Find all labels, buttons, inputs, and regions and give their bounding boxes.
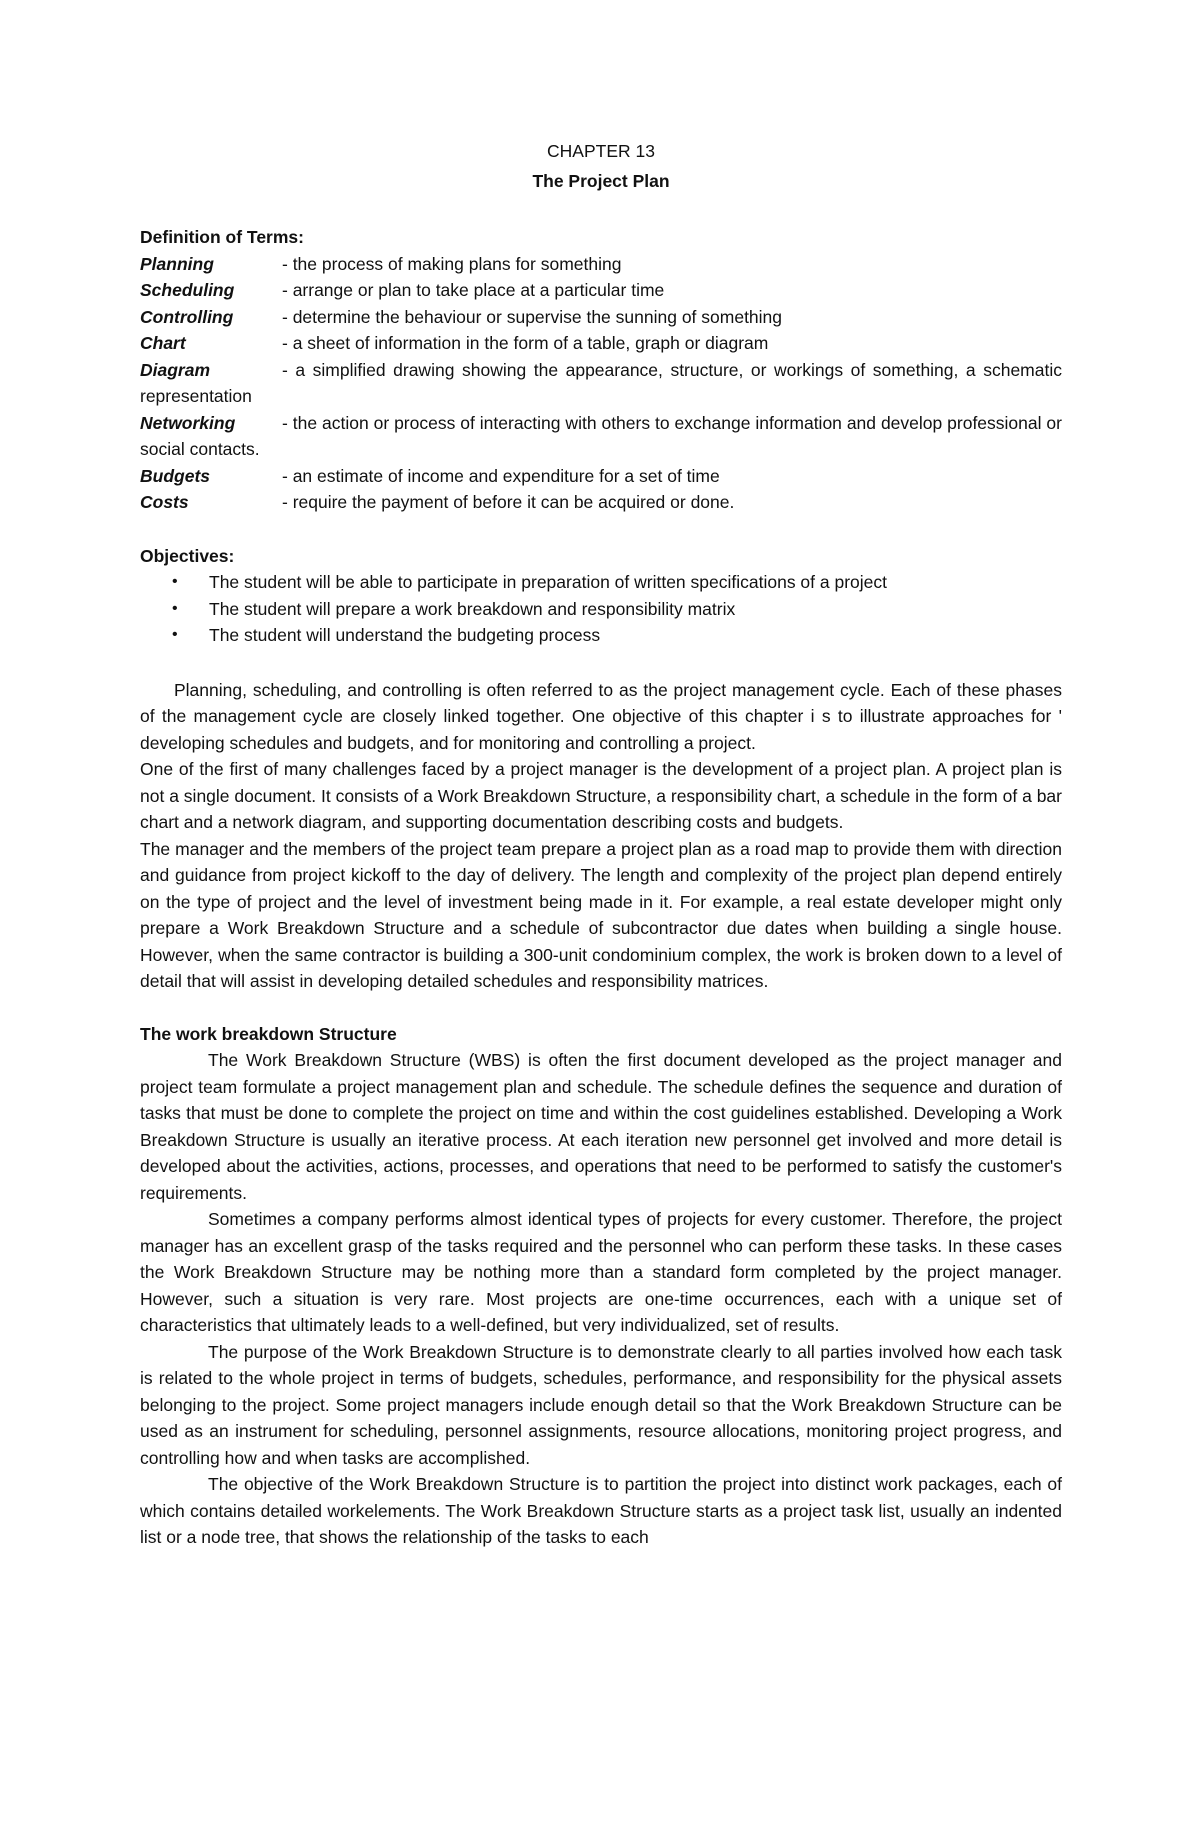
definition-item [140,463,1062,490]
body-paragraph: The purpose of the Work Breakdown Structure is to demonstrate clearly to all parties involved how each task is related to the whole project in terms of budgets, schedules, performance, and responsibility for the physical assets belonging to the project. Some project managers include enough detail so that the Work Breakdown Structure can be used as an instrument for scheduling, personnel assignments, resource allocations, monitoring project progress, and controlling how and when tasks are accomplished. [140,1341,1062,1468]
definition-item [140,330,1062,357]
definition-text: - an estimate of income and expenditure for a set of time [282,465,720,486]
bullet-icon: • [172,626,178,643]
definition-term: Scheduling [140,280,235,300]
bullet-icon: • [172,573,178,590]
definition-text: - arrange or plan to take place at a particular time [282,280,665,300]
definition-text: - require the payment of before it can be acquired or done. [282,492,735,512]
list-item [140,596,1062,623]
definition-item [140,410,1062,463]
objective-text: The student will prepare a work breakdown and responsibility matrix [209,598,736,619]
body-paragraph: Planning, scheduling, and controlling is often referred to as the project management cycle. Each of these phases of the management cycle are closely linked together. One objective of this chapter i s to illustrate approaches for ' developing schedules and budgets, and for monitoring and controlling a project. [140,679,1062,753]
objective-text: The student will understand the budgeting process [209,625,601,645]
page-title: The Project Plan [532,171,670,191]
definition-term: Costs [140,492,189,512]
objective-text: The student will be able to participate in preparation of written specifications of a project [209,572,888,592]
body-paragraph: The Work Breakdown Structure (WBS) is often the first document developed as the project manager and project team formulate a project management plan and schedule. The schedule defines the sequence and duration of tasks that must be done to complete the project on time and within the cost guidelines established. Developing a Work Breakdown Structure is usually an iterative process. At each iteration new personnel get involved and more detail is developed about the activities, actions, processes, and operations that need to be performed to satisfy the customer's requirements. [140,1050,1062,1203]
definitions-heading: Definition of Terms: [140,227,304,247]
document-page [140,138,1062,1551]
section-spacer [140,995,1062,1021]
bullet-icon: • [172,599,178,617]
definition-item [140,489,1062,516]
chapter-label: CHAPTER 13 [547,141,655,161]
list-item [140,622,1062,649]
body-paragraph: Sometimes a company performs almost identical types of projects for every customer. Therefore, the project manager has an excellent grasp of the tasks required and the personnel who can perform these tasks. In these cases the Work Breakdown Structure may be nothing more than a standard form completed by the project manager. However, such a situation is very rare. Most projects are one-time occurrences, each with a unique set of characteristics that ultimately leads to a well-defined, but very individualized, set of results. [140,1209,1062,1335]
definitions-list [140,251,1062,516]
definition-term: Controlling [140,306,234,327]
objectives-heading: Objectives: [140,545,235,566]
definition-item [140,251,1062,278]
definition-text: - a sheet of information in the form of a table, graph or diagram [282,333,769,353]
definition-term: Diagram [140,359,211,380]
definition-term: Budgets [140,465,210,486]
definition-text: - a simplified drawing showing the appearance, structure, or workings of something, a schematic representation [140,359,1062,406]
definition-item [140,304,1062,331]
objectives-list [140,569,1062,649]
definition-item [140,357,1062,410]
definition-term: Networking [140,412,236,433]
definition-text: - the action or process of interacting with others to exchange information and develop professional or social contacts. [140,412,1062,459]
definition-text: - the process of making plans for something [282,253,622,274]
section-heading: The work breakdown Structure [140,1023,397,1044]
body-paragraph: The objective of the Work Breakdown Structure is to partition the project into distinct work packages, each of which contains detailed workelements. The Work Breakdown Structure starts as a project task list, usually an indented list or a node tree, that shows the relationship of the tasks to each [140,1474,1062,1547]
definition-text: - determine the behaviour or supervise the sunning of something [282,306,783,327]
list-item [140,569,1062,596]
definition-term: Planning [140,253,214,274]
body-paragraph: The manager and the members of the project team prepare a project plan as a road map to provide them with direction and guidance from project kickoff to the day of delivery. The length and complexity of the project plan depend entirely on the type of project and the level of investment being made in it. For example, a real estate developer might only prepare a Work Breakdown Structure and a schedule of subcontractor due dates when building a single house. However, when the same contractor is building a 300-unit condominium complex, the work is broken down to a level of detail that will assist in developing detailed schedules and responsibility matrices. [140,838,1062,991]
body-paragraph: One of the first of many challenges faced by a project manager is the development of a project plan. A project plan is not a single document. It consists of a Work Breakdown Structure, a responsibility chart, a schedule in the form of a bar chart and a network diagram, and supporting documentation describing costs and budgets. [140,759,1062,832]
definition-term: Chart [140,333,186,353]
definition-item [140,277,1062,304]
